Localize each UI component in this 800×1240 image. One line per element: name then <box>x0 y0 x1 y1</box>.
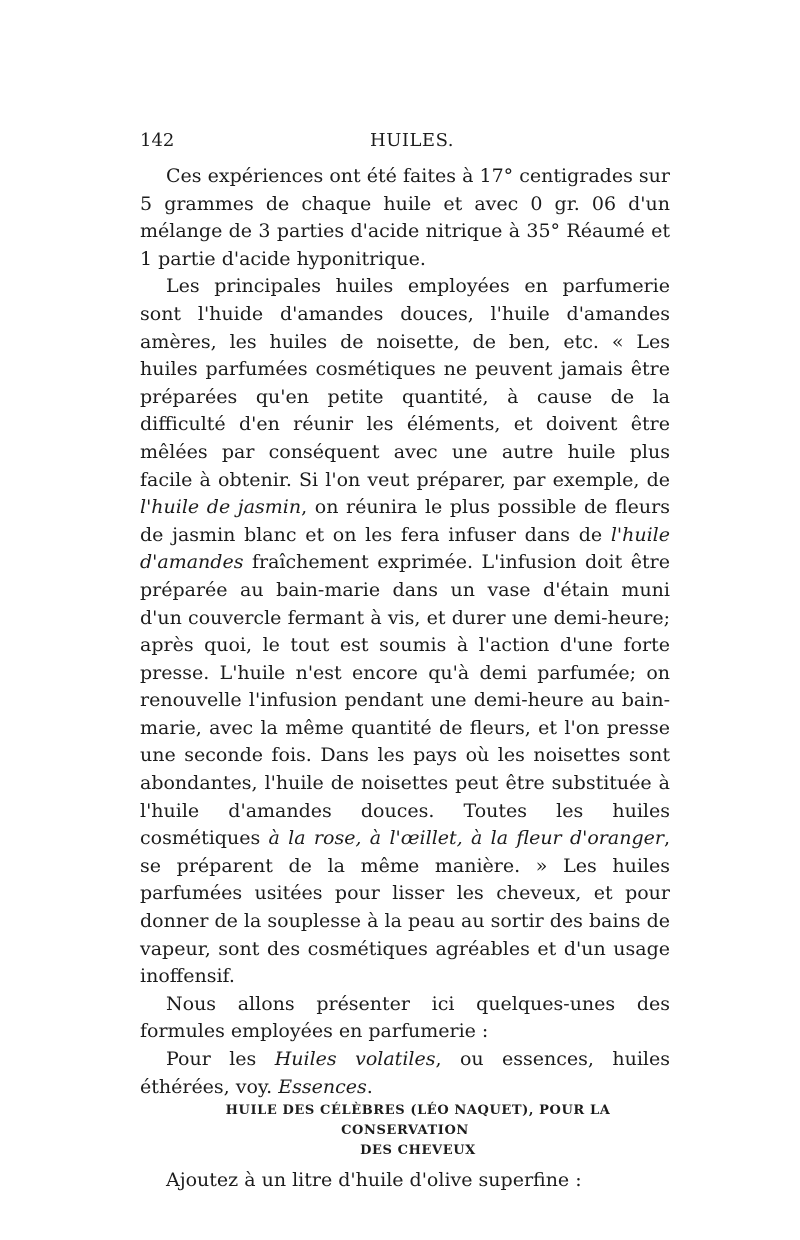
recipe-title <box>140 1101 670 1161</box>
page-number: 142 <box>140 130 175 151</box>
paragraph-2-text-2: , on réunira le plus possible de fleurs de jasmin blanc et on les fera infuser dans de <box>140 496 670 546</box>
paragraph-4-text-1: Pour les <box>166 1048 275 1070</box>
paragraph-3: Nous allons présenter ici quelques-unes des formules employées en parfumerie : <box>140 992 670 1043</box>
paragraph-2-italic-3: à la rose, à l'œillet, à la fleur d'oranger <box>268 827 664 850</box>
body-text <box>140 163 670 1195</box>
paragraph-2-italic-1: l'huile de jasmin <box>140 496 302 519</box>
recipe-title-line-2: DES CHEVEUX <box>360 1143 476 1159</box>
paragraph-4-italic-1: Huiles volatiles <box>274 1048 436 1070</box>
recipe-first-line: Ajoutez à un litre d'huile d'olive superfine : <box>166 1169 582 1192</box>
paragraph-2-text-4: , se préparent de la même manière. » Les huiles parfumées usitées pour lisser les cheveux, et pour donner de la souplesse à la peau au sortir des bains de vapeur, sont des cosmétiques agréables et d'un usage inoffensif. <box>140 827 670 988</box>
paragraph-2 <box>140 273 670 990</box>
paragraph-4-italic-2: Essences <box>278 1075 367 1098</box>
page-header <box>140 128 500 154</box>
recipe-title-line-1: HUILE DES CÉLÈBRES (LÉO NAQUET), POUR LA CONSERVATION <box>225 1103 611 1139</box>
paragraph-4-text-3: . <box>366 1075 373 1098</box>
paragraph-4 <box>140 1046 670 1101</box>
running-head: HUILES. <box>370 130 454 151</box>
paragraph-2-text-3: fraîchement exprimée. L'infusion doit être préparée au bain-marie dans un vase d'étain muni d'un couvercle fermant à vis, et durer une demi-heure; après quoi, le tout est soumis à l'action d'une forte presse. L'huile n'est encore qu'à demi parfumée; on renouvelle l'infusion pendant une demi-heure au bain-marie, avec la même quantité de fleurs, et l'on presse une seconde fois. Dans les pays où les noisettes sont abondantes, l'huile de noisettes peut être substituée à l'huile d'amandes douces. Toutes les huiles cosmétiques <box>140 551 670 850</box>
paragraph-2-text-1: Les principales huiles employées en parfumerie sont l'huide d'amandes douces, l'huile d'amandes amères, les huiles de noisette, de ben, etc. « Les huiles parfumées cosmétiques ne peuvent jamais être préparées qu'en petite quantité, à cause de la difficulté d'en réunir les éléments, et doivent être mêlées par conséquent avec une autre huile plus facile à obtenir. Si l'on veut préparer, par exemple, de <box>140 275 670 491</box>
paragraph-1: Ces expériences ont été faites à 17° centigrades sur 5 grammes de chaque huile et avec 0 gr. 06 d'un mélange de 3 parties d'acide nitrique à 35° Réaumé et 1 partie d'acide hyponitrique. <box>140 165 670 270</box>
paragraph-2-italic-2: l'huile d'amandes <box>140 523 670 574</box>
paragraph-4-text-2: , ou essences, huiles éthérées, voy. <box>140 1048 670 1098</box>
